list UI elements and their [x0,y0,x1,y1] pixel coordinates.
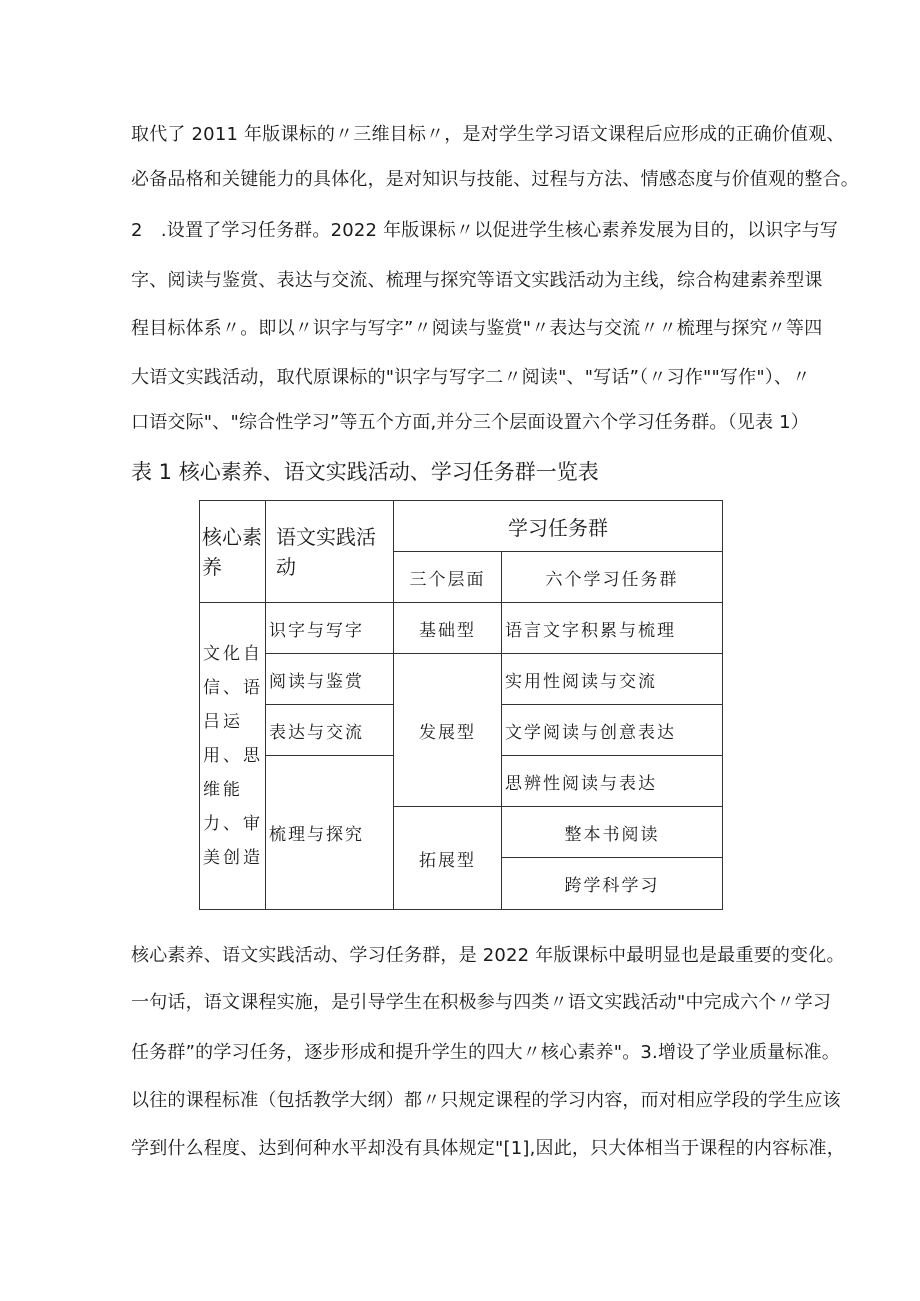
header-practice-activity: 语文实践活动 [266,501,394,603]
text-line: 核心素养、语文实践活动、学习任务群，是 2022 年版课标中最明显也是最重要的变化。 [131,945,845,966]
group-cell: 整本书阅读 [502,807,723,858]
group-cell: 实用性阅读与交流 [502,654,723,705]
text-line: 学到什么程度、达到何种水平却没有具体规定"[1],因此，只大体相当于课程的内容标准， [131,1138,845,1159]
group-cell: 跨学科学习 [502,858,723,910]
level-cell: 拓展型 [394,807,502,910]
core-literacy-cell: 文化自信、语吕运用、思维能力、审美创造 [200,603,266,910]
group-cell: 文学阅读与创意表达 [502,705,723,756]
level-cell: 发展型 [394,654,502,807]
table-caption: 表 1 核心素养、语文实践活动、学习任务群一览表 [131,460,599,484]
header-core-literacy: 核心素养 [200,501,266,603]
text-line: 程目标体系〃。即以〃识字与写字”〃阅读与鉴赏"〃表达与交流〃〃梳理与探究〃等四 [131,318,823,339]
text-line: 取代了 2011 年版课标的〃三维目标〃，是对学生学习语文课程后应形成的正确价值观、 [131,124,845,145]
header-task-group: 学习任务群 [394,501,723,552]
activity-cell: 梳理与探究 [266,756,394,910]
level-cell: 基础型 [394,603,502,654]
subheader-levels: 三个层面 [394,552,502,603]
activity-cell: 阅读与鉴赏 [266,654,394,705]
text-line: 口语交际"、"综合性学习”等五个方面,并分三个层面设置六个学习任务群。（见表 1） [131,412,809,433]
activity-cell: 表达与交流 [266,705,394,756]
activity-cell: 识字与写字 [266,603,394,654]
group-cell: 语言文字积累与梳理 [502,603,723,654]
text-line: 字、阅读与鉴赏、表达与交流、梳理与探究等语文实践活动为主线，综合构建素养型课 [131,270,823,291]
text-line: 必备品格和关键能力的具体化，是对知识与技能、过程与方法、情感态度与价值观的整合。 [131,169,859,190]
text-line: 大语文实践活动，取代原课标的"识字与写字二〃阅读"、"写话”（〃习作""写作"）、〃 [131,367,811,388]
text-line: 任务群”的学习任务，逐步形成和提升学生的四大〃核心素养"。3.增设了学业质量标准。 [131,1042,840,1063]
text-line: 一句话，语文课程实施，是引导学生在积极参与四类〃语文实践活动"中完成六个〃学习 [131,992,832,1013]
subheader-groups: 六个学习任务群 [502,552,723,603]
group-cell: 思辨性阅读与表达 [502,756,723,807]
summary-table [199,500,723,910]
text-line: 2 .设置了学习任务群。2022 年版课标〃以促进学生核心素养发展为目的，以识字与写 [131,220,839,241]
text-line: 以往的课程标准（包括教学大纲）都〃只规定课程的学习内容，而对相应学段的学生应该 [131,1090,841,1111]
